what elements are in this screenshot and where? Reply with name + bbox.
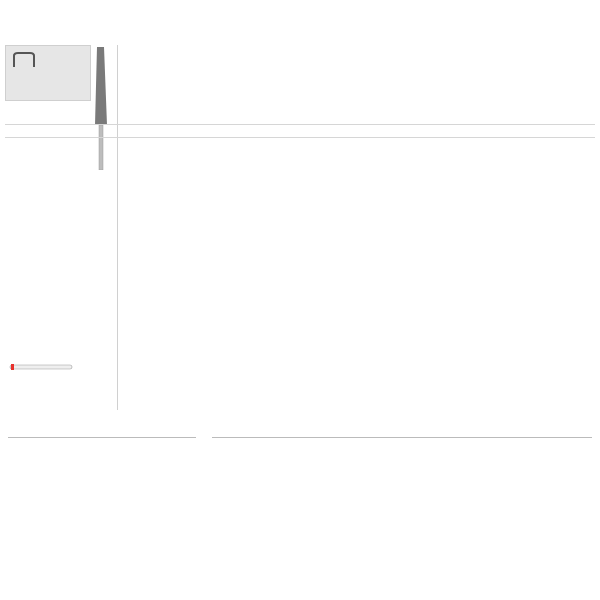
bur-large-image: [89, 45, 113, 170]
bur-shape-icon: [12, 51, 36, 69]
shape-logo-box: [5, 45, 91, 101]
ra-bur-icon: [8, 361, 78, 373]
